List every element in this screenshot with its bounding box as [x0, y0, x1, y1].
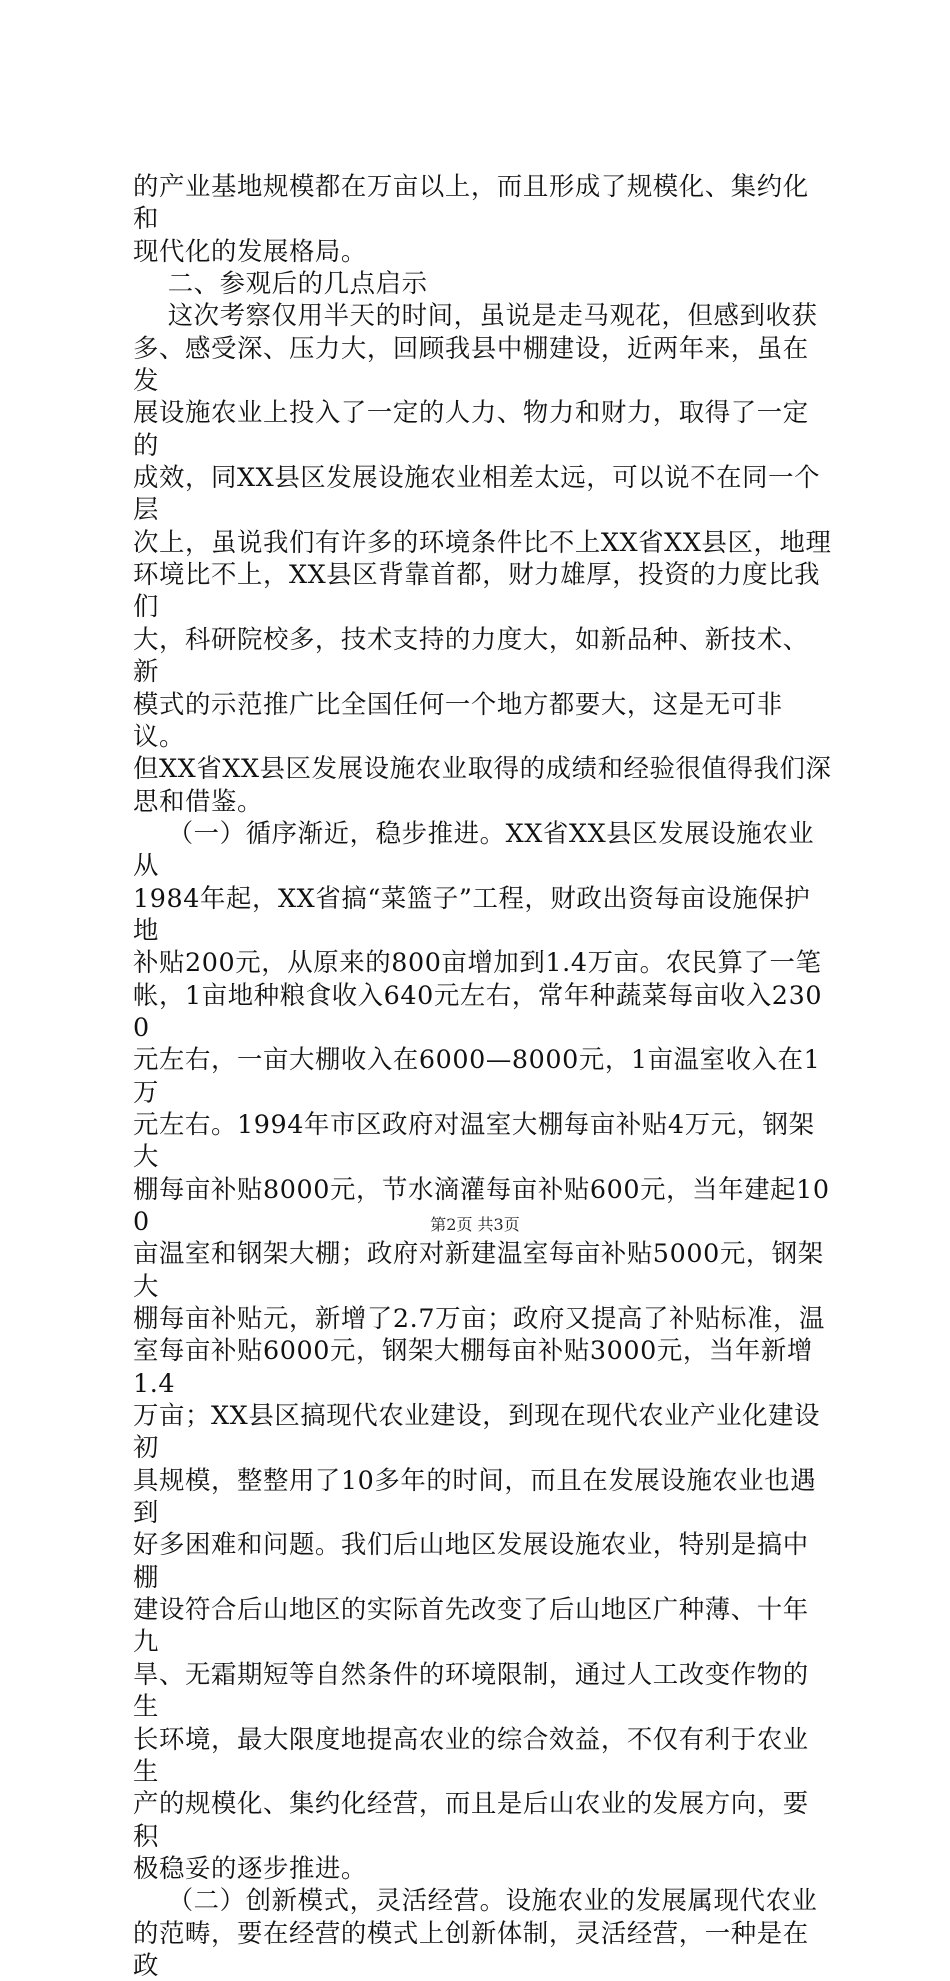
section-heading: 二、参观后的几点启示: [133, 268, 428, 299]
text-line: 极稳妥的逐步推进。: [133, 1852, 367, 1883]
page-footer: 第2页 共3页: [430, 1215, 520, 1234]
text-line: 具规模，整整用了10多年的时间，而且在发展设施农业也遇到: [133, 1464, 817, 1528]
text-line: （一）循序渐近，稳步推进。XX省XX县区发展设施农业从: [133, 817, 815, 881]
text-line: 成效，同XX县区发展设施农业相差太远，可以说不在同一个层: [133, 462, 821, 525]
text-line: 的产业基地规模都在万亩以上，而且形成了规模化、集约化和: [133, 171, 809, 234]
text-line: 但XX省XX县区发展设施农业取得的成绩和经验很值得我们深: [133, 753, 832, 784]
text-line: 帐，1亩地种粮食收入640元左右，常年种蔬菜每亩收入2300: [133, 979, 823, 1042]
text-line: 产的规模化、集约化经营，而且是后山农业的发展方向，要积: [133, 1788, 809, 1851]
text-line: 这次考察仅用半天的时间，虽说是走马观花，但感到收获: [133, 300, 818, 331]
text-line: 次上，虽说我们有许多的环境条件比不上XX省XX县区，地理: [133, 526, 832, 557]
text-line: 模式的示范推广比全国任何一个地方都要大，这是无可非议。: [133, 688, 783, 751]
text-line: 棚每亩补贴元，新增了2.7万亩；政府又提高了补贴标准，温: [133, 1303, 825, 1334]
text-line: 万亩；XX县区搞现代农业建设，到现在现代农业产业化建设初: [133, 1400, 821, 1463]
text-line: 建设符合后山地区的实际首先改变了后山地区广种薄、十年九: [133, 1594, 809, 1657]
text-line: 室每亩补贴6000元，钢架大棚每亩补贴3000元，当年新增1.4: [133, 1335, 813, 1398]
text-line: 棚每亩补贴8000元，节水滴灌每亩补贴600元，当年建起100: [133, 1173, 830, 1236]
text-line: 好多困难和问题。我们后山地区发展设施农业，特别是搞中棚: [133, 1529, 809, 1592]
text-line: 补贴200元，从原来的800亩增加到1.4万亩。农民算了一笔: [133, 947, 822, 978]
body-text: [133, 170, 833, 1981]
text-line: 展设施农业上投入了一定的人力、物力和财力，取得了一定的: [133, 397, 809, 460]
text-line: 现代化的发展格局。: [133, 235, 367, 266]
text-line: 亩温室和钢架大棚；政府对新建温室每亩补贴5000元，钢架大: [133, 1238, 824, 1301]
text-line: 多、感受深、压力大，回顾我县中棚建设，近两年来，虽在发: [133, 332, 809, 396]
text-line: 元左右。1994年市区政府对温室大棚每亩补贴4万元，钢架大: [133, 1108, 815, 1172]
text-line: 大，科研院校多，技术支持的力度大，如新品种、新技术、新: [133, 623, 809, 687]
text-line: 1984年起，XX省搞“菜篮子”工程，财政出资每亩设施保护地: [133, 882, 811, 945]
text-line: 环境比不上，XX县区背靠首都，财力雄厚，投资的力度比我们: [133, 559, 821, 622]
text-line: 旱、无霜期短等自然条件的环境限制，通过人工改变作物的生: [133, 1658, 809, 1722]
text-line: 的范畴，要在经营的模式上创新体制，灵活经营，一种是在政: [133, 1917, 809, 1980]
text-line: 思和借鉴。: [133, 785, 263, 816]
text-line: 元左右，一亩大棚收入在6000—8000元，1亩温室收入在1万: [133, 1044, 821, 1107]
text-line: （二）创新模式，灵活经营。设施农业的发展属现代农业: [133, 1885, 818, 1916]
text-line: 长环境，最大限度地提高农业的综合效益，不仅有利于农业生: [133, 1723, 809, 1786]
